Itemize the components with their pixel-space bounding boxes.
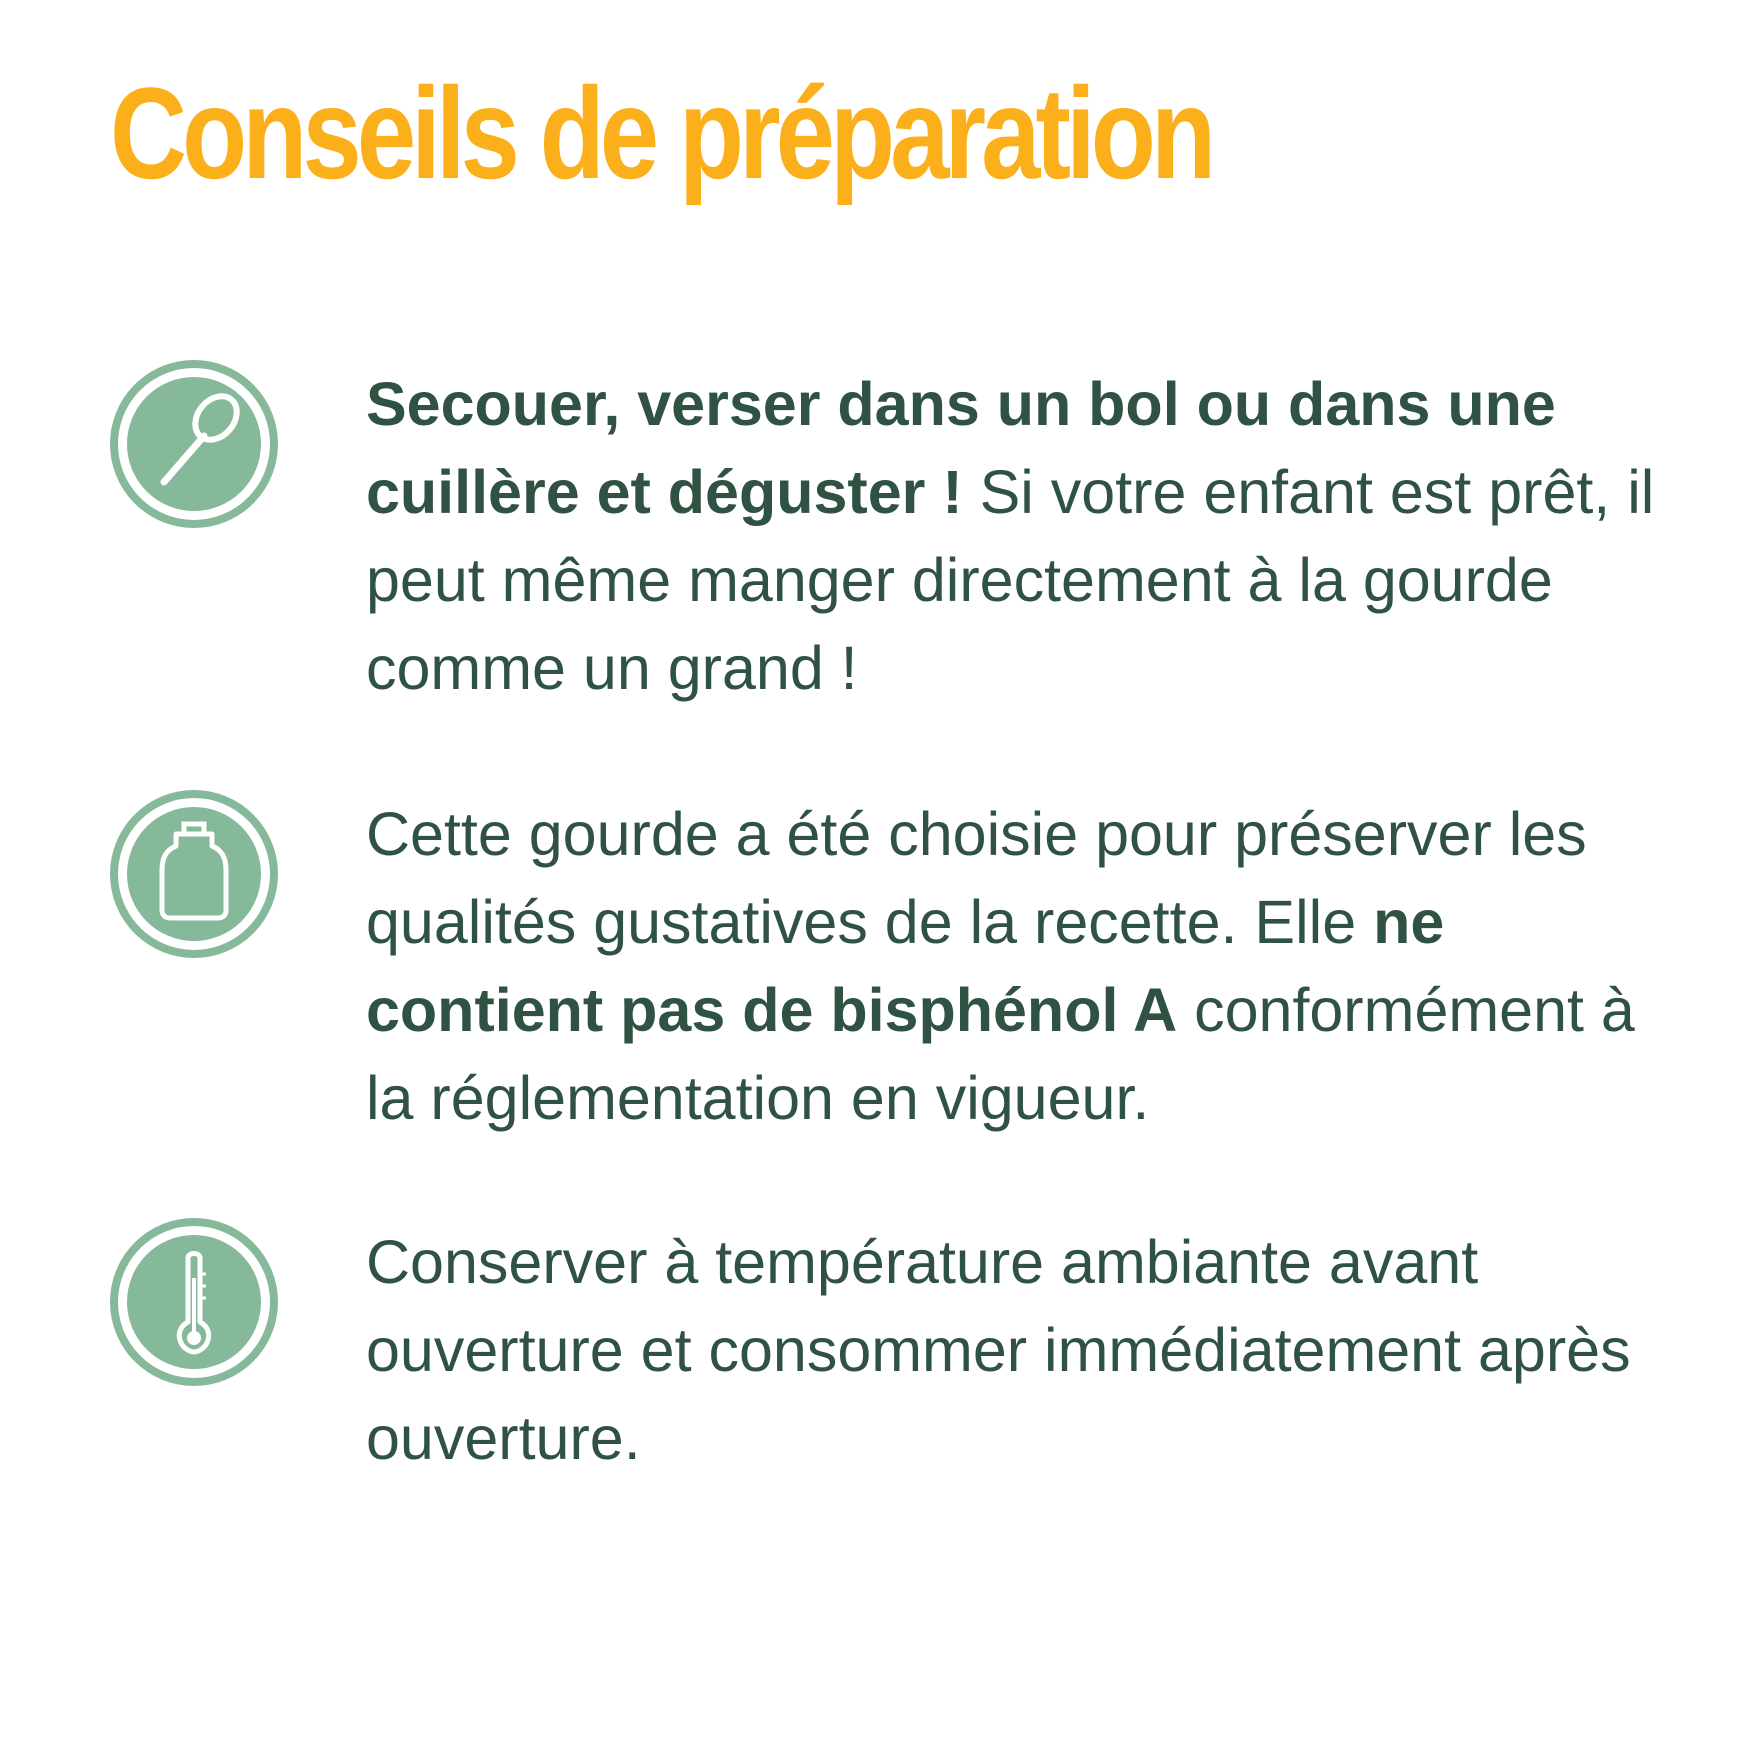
page-title: Conseils de préparation [110, 60, 1212, 206]
tip-text-bold: Secouer, verser dans un bol ou dans une cuillère et déguster ! [366, 370, 1556, 526]
spoon-icon [110, 360, 278, 528]
tip-text-regular: Si votre enfant est prêt, il peut même manger directement à la gourde comme un grand ! [366, 458, 1655, 702]
tip-text-bold: ne contient pas de bisphénol A [366, 888, 1445, 1044]
tip-text [366, 360, 1666, 712]
tip-text: Conserver à température ambiante avant ouverture et consommer immédiatement après ouverture. [366, 1228, 1631, 1472]
pouch-icon [110, 790, 278, 958]
thermometer-icon [110, 1218, 278, 1386]
tip-text-regular: Cette gourde a été choisie pour préserver les qualités gustatives de la recette. Elle [366, 800, 1587, 956]
tip-text [366, 790, 1666, 1142]
tip-text-regular: conformément à la réglementation en vigueur. [366, 976, 1635, 1132]
